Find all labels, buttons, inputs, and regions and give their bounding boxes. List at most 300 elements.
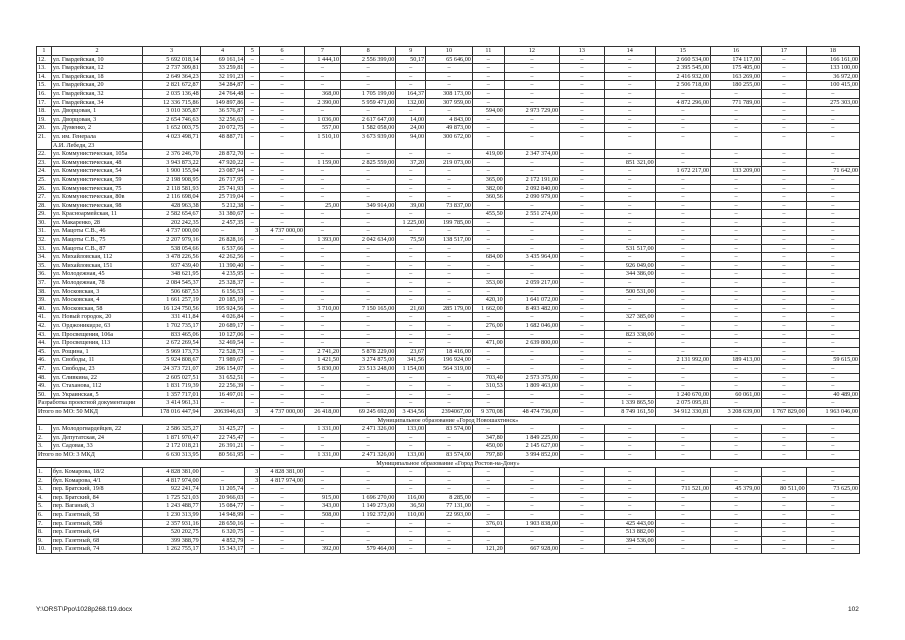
table-cell: 307 959,00 — [426, 98, 473, 107]
table-cell: – — [711, 270, 762, 279]
table-cell: – — [604, 115, 655, 124]
table-cell: – — [260, 493, 305, 502]
table-cell: 1 582 058,00 — [341, 124, 396, 133]
table-cell: – — [426, 399, 473, 408]
table-cell: 17. — [37, 98, 52, 107]
table-cell: 26 418,00 — [304, 407, 340, 416]
table-cell: – — [396, 468, 426, 477]
table-cell: – — [655, 382, 710, 391]
table-row — [37, 485, 860, 494]
table-cell: – — [472, 270, 504, 279]
table-cell: – — [560, 382, 605, 391]
table-cell: – — [260, 244, 305, 253]
table-cell: – — [504, 476, 559, 485]
table-row — [37, 261, 860, 270]
table-cell: 20 185,19 — [200, 296, 245, 305]
section-title: Муниципальное образование «Город Ростов-на-Дону» — [37, 459, 860, 468]
table-row — [37, 287, 860, 296]
table-cell: – — [304, 81, 340, 90]
table-cell: – — [806, 425, 859, 434]
table-cell: – — [260, 107, 305, 116]
table-cell: 4 026,84 — [200, 313, 245, 322]
table-cell: 2 075 095,81 — [655, 399, 710, 408]
table-cell: 2 573 375,00 — [504, 373, 559, 382]
table-cell: – — [260, 279, 305, 288]
table-cell: – — [604, 150, 655, 159]
table-cell: 6 537,66 — [200, 244, 245, 253]
table-cell: – — [341, 218, 396, 227]
table-cell: 47. — [37, 364, 52, 373]
table-cell: – — [806, 313, 859, 322]
table-cell: – — [245, 115, 260, 124]
table-cell: – — [711, 545, 762, 554]
table-cell: – — [604, 184, 655, 193]
address-cell: ул. Красноармейская, 11 — [51, 210, 142, 219]
table-cell: – — [806, 184, 859, 193]
table-cell: 450,00 — [472, 442, 504, 451]
table-cell: – — [245, 218, 260, 227]
table-cell: – — [472, 502, 504, 511]
address-cell: ул. Гвардейская, 10 — [51, 55, 142, 64]
table-cell: – — [304, 373, 340, 382]
table-cell: – — [426, 167, 473, 176]
table-cell: 331 411,84 — [143, 313, 200, 322]
table-cell: 28 872,70 — [200, 150, 245, 159]
table-cell: – — [341, 72, 396, 81]
table-cell: – — [560, 55, 605, 64]
table-cell: – — [762, 476, 807, 485]
address-cell: ул. Думенко, 2 — [51, 124, 142, 133]
table-cell: 21,60 — [396, 304, 426, 313]
table-cell: 25,00 — [304, 201, 340, 210]
table-cell: – — [711, 296, 762, 305]
table-cell: – — [304, 339, 340, 348]
table-cell: – — [504, 167, 559, 176]
address-cell: ул. им. Генерала — [51, 132, 142, 141]
table-cell: – — [560, 442, 605, 451]
table-cell: – — [504, 218, 559, 227]
table-cell: 48. — [37, 373, 52, 382]
table-cell: 500 531,00 — [604, 287, 655, 296]
table-cell: – — [341, 313, 396, 322]
table-cell: 557,00 — [304, 124, 340, 133]
table-cell: 360,56 — [472, 193, 504, 202]
table-cell: – — [472, 236, 504, 245]
table-cell: 455,50 — [472, 210, 504, 219]
table-cell: – — [560, 64, 605, 73]
table-cell: – — [711, 115, 762, 124]
table-cell: – — [806, 493, 859, 502]
table-row — [37, 55, 860, 64]
table-row — [37, 476, 860, 485]
table-row — [37, 390, 860, 399]
table-cell: 4 843,00 — [426, 115, 473, 124]
table-cell: 110,00 — [396, 511, 426, 520]
table-cell: – — [260, 485, 305, 494]
table-cell: – — [304, 72, 340, 81]
table-cell: – — [762, 399, 807, 408]
table-cell: – — [762, 382, 807, 391]
table-cell: – — [560, 373, 605, 382]
table-cell: 8. — [37, 528, 52, 537]
table-cell: 45. — [37, 347, 52, 356]
table-cell: – — [245, 287, 260, 296]
table-cell: – — [806, 244, 859, 253]
table-cell: – — [806, 476, 859, 485]
table-cell: – — [604, 356, 655, 365]
table-cell: – — [604, 511, 655, 520]
table-cell: 347,80 — [472, 433, 504, 442]
table-cell: – — [604, 107, 655, 116]
table-cell: 69 245 692,00 — [341, 407, 396, 416]
table-cell: 1 243 488,77 — [143, 502, 200, 511]
table-cell: – — [560, 433, 605, 442]
table-cell: 15 343,17 — [200, 545, 245, 554]
table-cell: – — [762, 545, 807, 554]
table-cell: 2 973 729,00 — [504, 107, 559, 116]
table-cell: 37. — [37, 279, 52, 288]
table-cell: – — [472, 89, 504, 98]
table-cell: 538 054,66 — [143, 244, 200, 253]
table-row — [37, 493, 860, 502]
table-cell: 428 963,38 — [143, 201, 200, 210]
table-cell: – — [245, 364, 260, 373]
table-cell: 508,00 — [304, 511, 340, 520]
table-cell: – — [426, 536, 473, 545]
table-cell: 341,56 — [396, 356, 426, 365]
table-cell: – — [304, 528, 340, 537]
table-cell: 1 702 735,17 — [143, 322, 200, 331]
table-cell: – — [762, 425, 807, 434]
table-cell: – — [711, 132, 762, 149]
address-cell: пер. Газетный, 68 — [51, 536, 142, 545]
table-cell: – — [245, 322, 260, 331]
table-cell: – — [560, 287, 605, 296]
table-cell: – — [396, 167, 426, 176]
table-row — [37, 218, 860, 227]
table-cell: 132,00 — [396, 98, 426, 107]
table-cell: – — [655, 175, 710, 184]
table-cell: 513 882,00 — [604, 528, 655, 537]
table-cell: – — [245, 339, 260, 348]
table-cell: – — [260, 373, 305, 382]
table-cell: – — [426, 528, 473, 537]
table-cell: – — [806, 158, 859, 167]
table-cell: 276,00 — [472, 322, 504, 331]
table-cell: – — [245, 373, 260, 382]
table-cell: – — [426, 313, 473, 322]
table-cell: 2 471 326,00 — [341, 450, 396, 459]
table-cell: – — [560, 493, 605, 502]
table-cell: 4 737 000,00 — [143, 227, 200, 236]
table-cell: – — [560, 476, 605, 485]
table-cell: – — [711, 89, 762, 98]
table-cell: – — [504, 313, 559, 322]
table-cell: – — [396, 390, 426, 399]
address-cell: пер. Братский, 84 — [51, 493, 142, 502]
table-cell: – — [560, 227, 605, 236]
table-cell: 195 924,56 — [200, 304, 245, 313]
table-cell: – — [426, 81, 473, 90]
table-cell: 2 457,35 — [200, 218, 245, 227]
table-cell: – — [806, 210, 859, 219]
table-cell: – — [504, 55, 559, 64]
table-cell: 2 059 217,00 — [504, 279, 559, 288]
table-cell: – — [472, 511, 504, 520]
table-cell: 71 989,67 — [200, 356, 245, 365]
address-cell: ул. Просвещения, 113 — [51, 339, 142, 348]
table-cell: – — [806, 528, 859, 537]
table-cell: – — [426, 545, 473, 554]
table-cell: – — [560, 528, 605, 537]
address-cell: пер. Газетный, 58 — [51, 511, 142, 520]
table-cell: 2 825 559,00 — [341, 158, 396, 167]
table-cell: – — [200, 227, 245, 236]
table-cell: – — [396, 330, 426, 339]
table-cell: – — [341, 476, 396, 485]
table-cell: – — [711, 184, 762, 193]
table-cell: – — [304, 210, 340, 219]
table-cell: – — [655, 261, 710, 270]
table-cell: 471,00 — [472, 339, 504, 348]
table-cell: – — [260, 433, 305, 442]
table-cell: – — [655, 313, 710, 322]
table-cell: – — [245, 158, 260, 167]
table-cell: 5 969 173,73 — [143, 347, 200, 356]
table-cell: – — [711, 468, 762, 477]
address-cell: ул. Коммунистическая, 75 — [51, 184, 142, 193]
table-cell: – — [504, 98, 559, 107]
table-cell: – — [504, 468, 559, 477]
table-cell: – — [655, 244, 710, 253]
table-cell: – — [604, 468, 655, 477]
table-cell: – — [762, 72, 807, 81]
table-cell: – — [426, 433, 473, 442]
table-cell: – — [304, 322, 340, 331]
table-cell: – — [762, 536, 807, 545]
table-cell: – — [472, 356, 504, 365]
table-cell: – — [245, 81, 260, 90]
table-cell: 180 255,00 — [711, 81, 762, 90]
table-cell: – — [245, 201, 260, 210]
table-cell: 26 391,21 — [200, 442, 245, 451]
table-cell: 376,01 — [472, 519, 504, 528]
table-cell: – — [304, 175, 340, 184]
table-cell: – — [655, 536, 710, 545]
table-cell: – — [806, 253, 859, 262]
table-cell: 83 574,00 — [426, 425, 473, 434]
table-cell: – — [341, 253, 396, 262]
table-cell: – — [806, 399, 859, 408]
table-cell: – — [245, 399, 260, 408]
address-cell: ул. Гвардейская, 34 — [51, 98, 142, 107]
table-cell: 5. — [37, 502, 52, 511]
table-cell: – — [245, 485, 260, 494]
table-cell: 506 687,53 — [143, 287, 200, 296]
table-row — [37, 124, 860, 133]
table-cell: 1 705 199,00 — [341, 89, 396, 98]
table-cell: – — [341, 382, 396, 391]
table-cell: – — [472, 364, 504, 373]
table-cell: – — [341, 399, 396, 408]
table-cell: 3 435 964,00 — [504, 253, 559, 262]
table-cell: 11 390,40 — [200, 261, 245, 270]
table-cell: – — [560, 304, 605, 313]
table-cell: – — [304, 476, 340, 485]
table-cell: 40 489,00 — [806, 390, 859, 399]
table-cell: 26. — [37, 184, 52, 193]
table-cell: – — [260, 55, 305, 64]
table-cell: – — [504, 511, 559, 520]
table-cell: 28 650,16 — [200, 519, 245, 528]
table-cell: – — [260, 528, 305, 537]
table-cell: 19. — [37, 115, 52, 124]
table-cell: – — [711, 107, 762, 116]
table-cell: – — [472, 227, 504, 236]
table-cell: 39,00 — [396, 201, 426, 210]
table-cell: – — [245, 425, 260, 434]
table-cell: 4 828 381,00 — [143, 468, 200, 477]
table-cell: – — [806, 287, 859, 296]
table-cell: 9. — [37, 536, 52, 545]
total-row — [37, 407, 860, 416]
table-cell: – — [304, 184, 340, 193]
table-cell: – — [260, 175, 305, 184]
table-cell: – — [806, 218, 859, 227]
table-cell: 2 672 269,54 — [143, 339, 200, 348]
table-cell: 24,00 — [396, 124, 426, 133]
table-cell: 32 191,23 — [200, 72, 245, 81]
table-cell: 23 087,94 — [200, 167, 245, 176]
table-row — [37, 184, 860, 193]
header-cell: 17 — [762, 47, 807, 56]
table-cell: – — [711, 330, 762, 339]
table-cell: 1 682 046,00 — [504, 322, 559, 331]
table-cell: 133 100,00 — [806, 64, 859, 73]
table-cell: 77 131,00 — [426, 502, 473, 511]
table-cell: – — [560, 201, 605, 210]
table-cell: – — [504, 425, 559, 434]
table-cell: 300 672,00 — [426, 132, 473, 149]
header-cell: 3 — [143, 47, 200, 56]
address-cell: ул. Гвардейская, 32 — [51, 89, 142, 98]
table-cell: – — [260, 511, 305, 520]
address-cell: ул. Молодежная, 45 — [51, 270, 142, 279]
table-cell: 44. — [37, 339, 52, 348]
table-cell: 1 230 313,99 — [143, 511, 200, 520]
table-cell: 163 269,00 — [711, 72, 762, 81]
table-cell: – — [806, 442, 859, 451]
table-cell: 26 717,95 — [200, 175, 245, 184]
table-cell: 71 642,00 — [806, 167, 859, 176]
table-cell: – — [260, 124, 305, 133]
table-cell: 189 413,00 — [711, 356, 762, 365]
table-cell: 5 924 808,67 — [143, 356, 200, 365]
table-cell: – — [304, 167, 340, 176]
table-cell: 3 478 226,56 — [143, 253, 200, 262]
table-cell: 25 741,93 — [200, 184, 245, 193]
table-cell: – — [304, 433, 340, 442]
table-cell: – — [260, 270, 305, 279]
address-cell: ул. Гвардейская, 12 — [51, 64, 142, 73]
table-cell: – — [762, 210, 807, 219]
table-cell: 2 654 746,63 — [143, 115, 200, 124]
address-cell: ул. Мацоты С.В., 46 — [51, 227, 142, 236]
table-cell: – — [711, 373, 762, 382]
table-cell: – — [711, 304, 762, 313]
table-cell: – — [655, 107, 710, 116]
table-cell: – — [504, 201, 559, 210]
table-cell: 7. — [37, 519, 52, 528]
address-cell: ул. Украинская, 5 — [51, 390, 142, 399]
table-cell: – — [245, 545, 260, 554]
table-row — [37, 330, 860, 339]
table-cell: – — [711, 442, 762, 451]
table-cell: 1 725 521,03 — [143, 493, 200, 502]
table-cell: 2 551 274,00 — [504, 210, 559, 219]
table-cell: – — [260, 502, 305, 511]
header-cell: 2 — [51, 47, 142, 56]
table-cell: – — [341, 175, 396, 184]
table-cell: – — [806, 236, 859, 245]
table-cell: 2 639 800,00 — [504, 339, 559, 348]
table-cell: – — [604, 218, 655, 227]
table-cell: 149 897,86 — [200, 98, 245, 107]
table-cell: – — [426, 373, 473, 382]
table-cell: – — [604, 347, 655, 356]
table-cell: – — [762, 356, 807, 365]
table-cell: – — [341, 322, 396, 331]
table-cell: – — [260, 304, 305, 313]
table-cell: – — [245, 493, 260, 502]
table-cell: 15 084,77 — [200, 502, 245, 511]
table-cell: – — [711, 150, 762, 159]
table-cell: 3 274 875,00 — [341, 356, 396, 365]
table-cell: 8 285,00 — [426, 493, 473, 502]
table-cell: – — [806, 450, 859, 459]
table-cell: 33 259,81 — [200, 64, 245, 73]
table-cell: – — [806, 124, 859, 133]
table-cell: 2 586 325,27 — [143, 425, 200, 434]
table-cell: – — [245, 279, 260, 288]
table-cell: – — [260, 236, 305, 245]
table-cell: – — [426, 150, 473, 159]
table-cell: – — [396, 184, 426, 193]
file-path: Y:\ORST\Ppo\1028p268.f19.docx — [36, 606, 133, 613]
table-cell: – — [472, 347, 504, 356]
table-cell: – — [396, 296, 426, 305]
table-cell: – — [806, 322, 859, 331]
table-cell: – — [260, 89, 305, 98]
table-cell: 8 749 161,50 — [604, 407, 655, 416]
table-cell: 14,00 — [396, 115, 426, 124]
table-cell: 23 513 248,00 — [341, 364, 396, 373]
table-cell: – — [245, 64, 260, 73]
table-cell: – — [806, 373, 859, 382]
table-cell: – — [426, 270, 473, 279]
table-cell: – — [260, 356, 305, 365]
table-cell: – — [472, 72, 504, 81]
address-cell: ул. Свободы, 11 — [51, 356, 142, 365]
table-cell: – — [426, 261, 473, 270]
table-cell: – — [762, 450, 807, 459]
table-cell: – — [604, 339, 655, 348]
table-cell: – — [711, 227, 762, 236]
table-cell: – — [806, 468, 859, 477]
table-cell: 1 809 463,00 — [504, 382, 559, 391]
table-cell: – — [604, 373, 655, 382]
table-cell: – — [806, 330, 859, 339]
